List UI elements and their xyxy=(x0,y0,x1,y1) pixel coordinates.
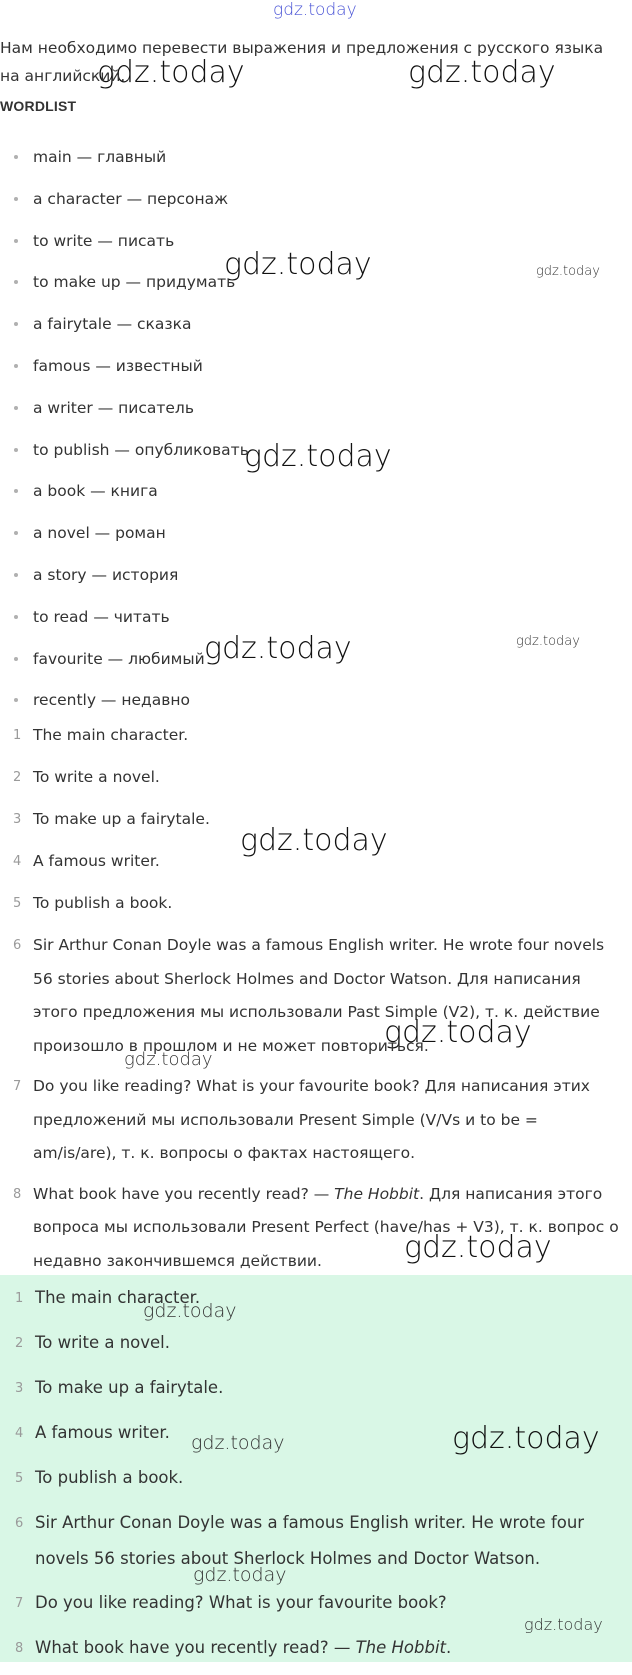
book-title: The Hobbit xyxy=(334,1184,420,1203)
bullet-icon xyxy=(14,615,18,619)
bullet-icon xyxy=(14,406,18,410)
wordlist-heading: WORDLIST xyxy=(0,98,77,114)
wordlist-item: a character — персонаж xyxy=(0,185,620,227)
list-item: 6 Sir Arthur Conan Doyle was a famous English writer. He wrote four novels 56 stories about Sherlock Holmes and Doctor Watson. xyxy=(15,1513,585,1568)
list-item: 8 What book have you recently read? — The Hobbit. Для написания этого вопроса мы использовали Present Perfect (have/has + V3), т. к. вопрос о недавно закончившемся действии. xyxy=(13,1184,619,1270)
list-item: 3 To make up a fairytale. xyxy=(15,1378,224,1397)
watermark-top: gdz.today xyxy=(273,0,357,20)
wordlist-item: a writer — писатель xyxy=(0,394,620,436)
watermark: gdz.today xyxy=(191,1432,285,1454)
bullet-icon xyxy=(14,448,18,452)
wordlist-item: main — главный xyxy=(0,143,620,185)
bullet-icon xyxy=(14,155,18,159)
watermark: gdz.today xyxy=(240,823,388,858)
intro-text: Нам необходимо перевести выражения и предложения с русского языка на английский. xyxy=(0,39,604,85)
wordlist-item: to write — писать xyxy=(0,227,620,269)
wordlist-item: a fairytale — сказка xyxy=(0,310,620,352)
book-title: The Hobbit xyxy=(355,1638,447,1657)
explained-list xyxy=(0,719,620,1285)
bullet-icon xyxy=(14,364,18,368)
bullet-icon xyxy=(14,698,18,702)
wordlist-item: to read — читать xyxy=(0,603,620,645)
wordlist-item: favourite — любимый xyxy=(0,645,620,687)
list-item: 5 To publish a book. xyxy=(13,894,173,912)
watermark: gdz.today xyxy=(536,264,600,279)
watermark: gdz.today xyxy=(404,1230,552,1265)
list-item: 2 To write a novel. xyxy=(13,768,160,786)
bullet-icon xyxy=(14,197,18,201)
watermark: gdz.today xyxy=(244,439,392,474)
bullet-icon xyxy=(14,531,18,535)
bullet-icon xyxy=(14,322,18,326)
watermark: gdz.today xyxy=(224,247,372,282)
list-item: 6 Sir Arthur Conan Doyle was a famous English writer. He wrote four novels 56 stories about Sherlock Holmes and Doctor Watson. Для написания этого предложения мы использовали Past Simple (V2), т. к. действие произошло в прошлом и не может повториться. xyxy=(13,936,605,1055)
list-item: 7 Do you like reading? What is your favourite book? Для написания этих предложений мы использовали Present Simple (V/Vs и to be = am/is/are), т. к. вопросы о фактах настоящего. xyxy=(13,1077,590,1162)
bullet-icon xyxy=(14,489,18,493)
list-item: 4 A famous writer. xyxy=(15,1423,170,1442)
watermark: gdz.today xyxy=(193,1564,287,1586)
watermark: gdz.today xyxy=(384,1015,532,1050)
wordlist-item: to publish — опубликовать xyxy=(0,436,620,478)
bullet-icon xyxy=(14,657,18,661)
wordlist-item: recently — недавно xyxy=(0,686,620,728)
watermark: gdz.today xyxy=(143,1300,237,1322)
watermark: gdz.today xyxy=(97,55,245,90)
list-item: 5 To publish a book. xyxy=(15,1468,184,1487)
watermark: gdz.today xyxy=(524,1615,603,1634)
wordlist-item: to make up — придумать xyxy=(0,268,620,310)
list-item: 8 What book have you recently read? — The Hobbit. xyxy=(15,1638,452,1657)
list-item: 2 To write a novel. xyxy=(15,1333,170,1352)
list-item: 3 To make up a fairytale. xyxy=(13,810,210,828)
list-item: 7 Do you like reading? What is your favourite book? xyxy=(15,1593,447,1612)
wordlist xyxy=(0,143,620,728)
bullet-icon xyxy=(14,573,18,577)
watermark: gdz.today xyxy=(408,55,556,90)
wordlist-item: a book — книга xyxy=(0,477,620,519)
list-item: 1 The main character. xyxy=(13,726,189,744)
bullet-icon xyxy=(14,239,18,243)
watermark: gdz.today xyxy=(452,1421,600,1456)
watermark: gdz.today xyxy=(124,1049,213,1070)
bullet-icon xyxy=(14,280,18,284)
watermark: gdz.today xyxy=(204,631,352,666)
wordlist-item: a story — история xyxy=(0,561,620,603)
watermark: gdz.today xyxy=(516,634,580,649)
wordlist-item: famous — известный xyxy=(0,352,620,394)
list-item: 4 A famous writer. xyxy=(13,852,160,870)
list-item: 1 The main character. xyxy=(15,1288,201,1307)
wordlist-item: a novel — роман xyxy=(0,519,620,561)
